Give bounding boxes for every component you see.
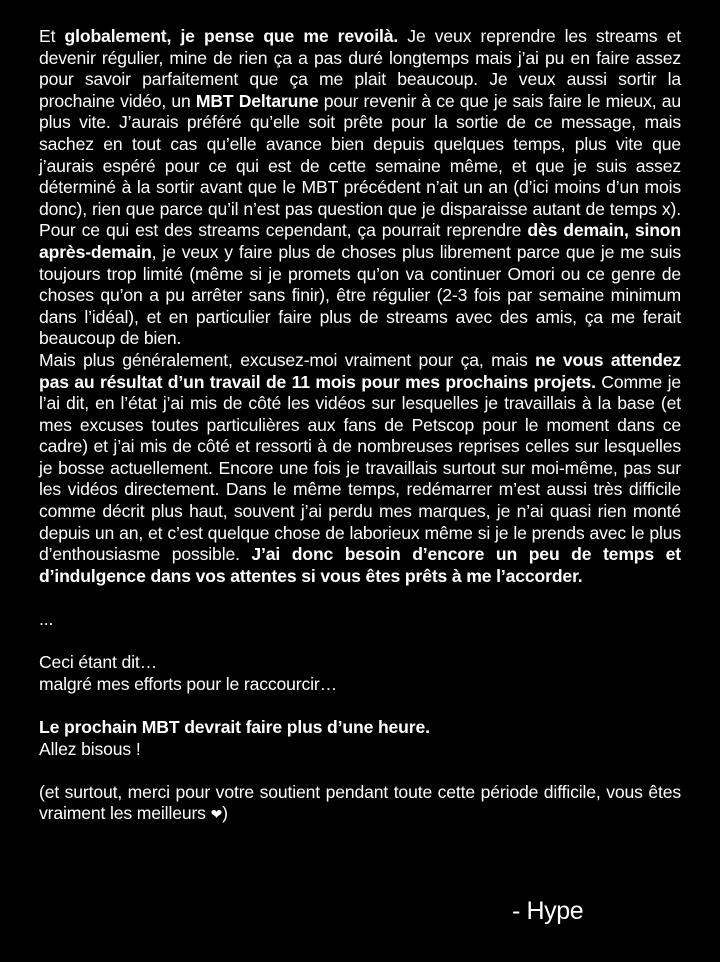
bold-run: dès demain, sinon après-demain bbox=[39, 220, 681, 262]
bold-run: globalement, je pense que me revoilà. bbox=[64, 26, 399, 46]
spacer bbox=[39, 760, 681, 782]
spacer bbox=[39, 631, 681, 653]
spacer bbox=[39, 587, 681, 609]
spacer bbox=[39, 695, 681, 717]
bold-run: J’ai donc besoin d’encore un peu de temps et d’indulgence dans vos attentes si vous êtes prêts à me l’accorder. bbox=[39, 544, 681, 586]
ceci-line-2: malgré mes efforts pour le raccourcir… bbox=[39, 673, 338, 694]
ceci-line-1: Ceci étant dit… bbox=[39, 652, 158, 673]
message-body bbox=[39, 26, 681, 825]
announcement-line bbox=[39, 717, 681, 739]
text-run: Comme je l’ai dit, en l’état j’ai mis de côté les vidéos sur lesquelles je travaillais à la base (et mes excuses toutes particulières aux fans de Petscop pour le moment dans ce cadre) et j’ai mis de côté et ressorti à de nombreuses reprises celles sur lesquelles je bosse actuellement. Encore une fois je travaillais surtout sur moi-même, pas sur les vidéos directement. Dans le même temps, redémarrer m’est aussi très difficile comme décrit plus haut, souvent j’ai perdu mes marques, je n’ai quasi rien monté depuis un an, et c’est quelque chose de laborieux même si je le prends avec le plus d’enthousiasme possible. bbox=[39, 371, 681, 565]
text-run: Mais plus généralement, excusez-moi vraiment pour ça, mais bbox=[39, 349, 536, 370]
bold-run: Le prochain MBT devrait faire plus d’une heure. bbox=[39, 717, 430, 737]
ellipsis-line: ... bbox=[39, 609, 54, 630]
signature: - Hype bbox=[512, 897, 584, 925]
text-run: (et surtout, merci pour votre soutient pendant toute cette période difficile, vous êtes vraiment les meilleurs bbox=[39, 781, 681, 824]
paragraph-comeback bbox=[39, 26, 681, 350]
paragraph-expectations bbox=[39, 350, 681, 588]
text-run: Je veux reprendre les streams et devenir régulier, mine de rien ça a pas duré longtemps mais j’ai pu en faire assez pour savoir parfaitement que ça me plait beaucoup. Je veux aussi sortir la prochaine vidéo, un bbox=[39, 26, 682, 111]
bold-run: MBT Deltarune bbox=[195, 90, 319, 111]
bisous-line: Allez bisous ! bbox=[39, 738, 141, 759]
heart-icon: ❤ bbox=[210, 806, 223, 823]
bold-run: ne vous attendez pas au résultat d’un travail de 11 mois pour mes prochains projets. bbox=[39, 349, 681, 392]
text-run: pour revenir à ce que je sais faire le mieux, au plus vite. J’aurais préféré qu’elle soit prête pour la sortie de ce message, mais sachez en tout cas qu’elle avance bien depuis quelques temps, plus vite que j’aurais espéré pour ce qui est de cette semaine même, et que je suis assez déterminé à la sortir avant que le MBT précédent n’ait un an (d’ici moins d’un mois donc), rien que parce qu’il n’est pas question que je disparaisse autant de temps x). Pour ce qui est des streams cependant, ça pourrait reprendre bbox=[39, 90, 681, 241]
text-run: ) bbox=[222, 803, 228, 824]
closing-paragraph bbox=[39, 782, 681, 825]
text-run: , je veux y faire plus de choses plus librement parce que je me suis toujours trop limité (même si je promets qu’on va continuer Omori ou ce genre de choses qu’on a pu arrêter sans finir), être régulier (2-3 fois par semaine minimum dans l’idéal), et en particulier faire plus de streams avec des amis, ça me ferait beaucoup de bien. bbox=[39, 241, 681, 349]
text-run: Et bbox=[39, 26, 65, 46]
